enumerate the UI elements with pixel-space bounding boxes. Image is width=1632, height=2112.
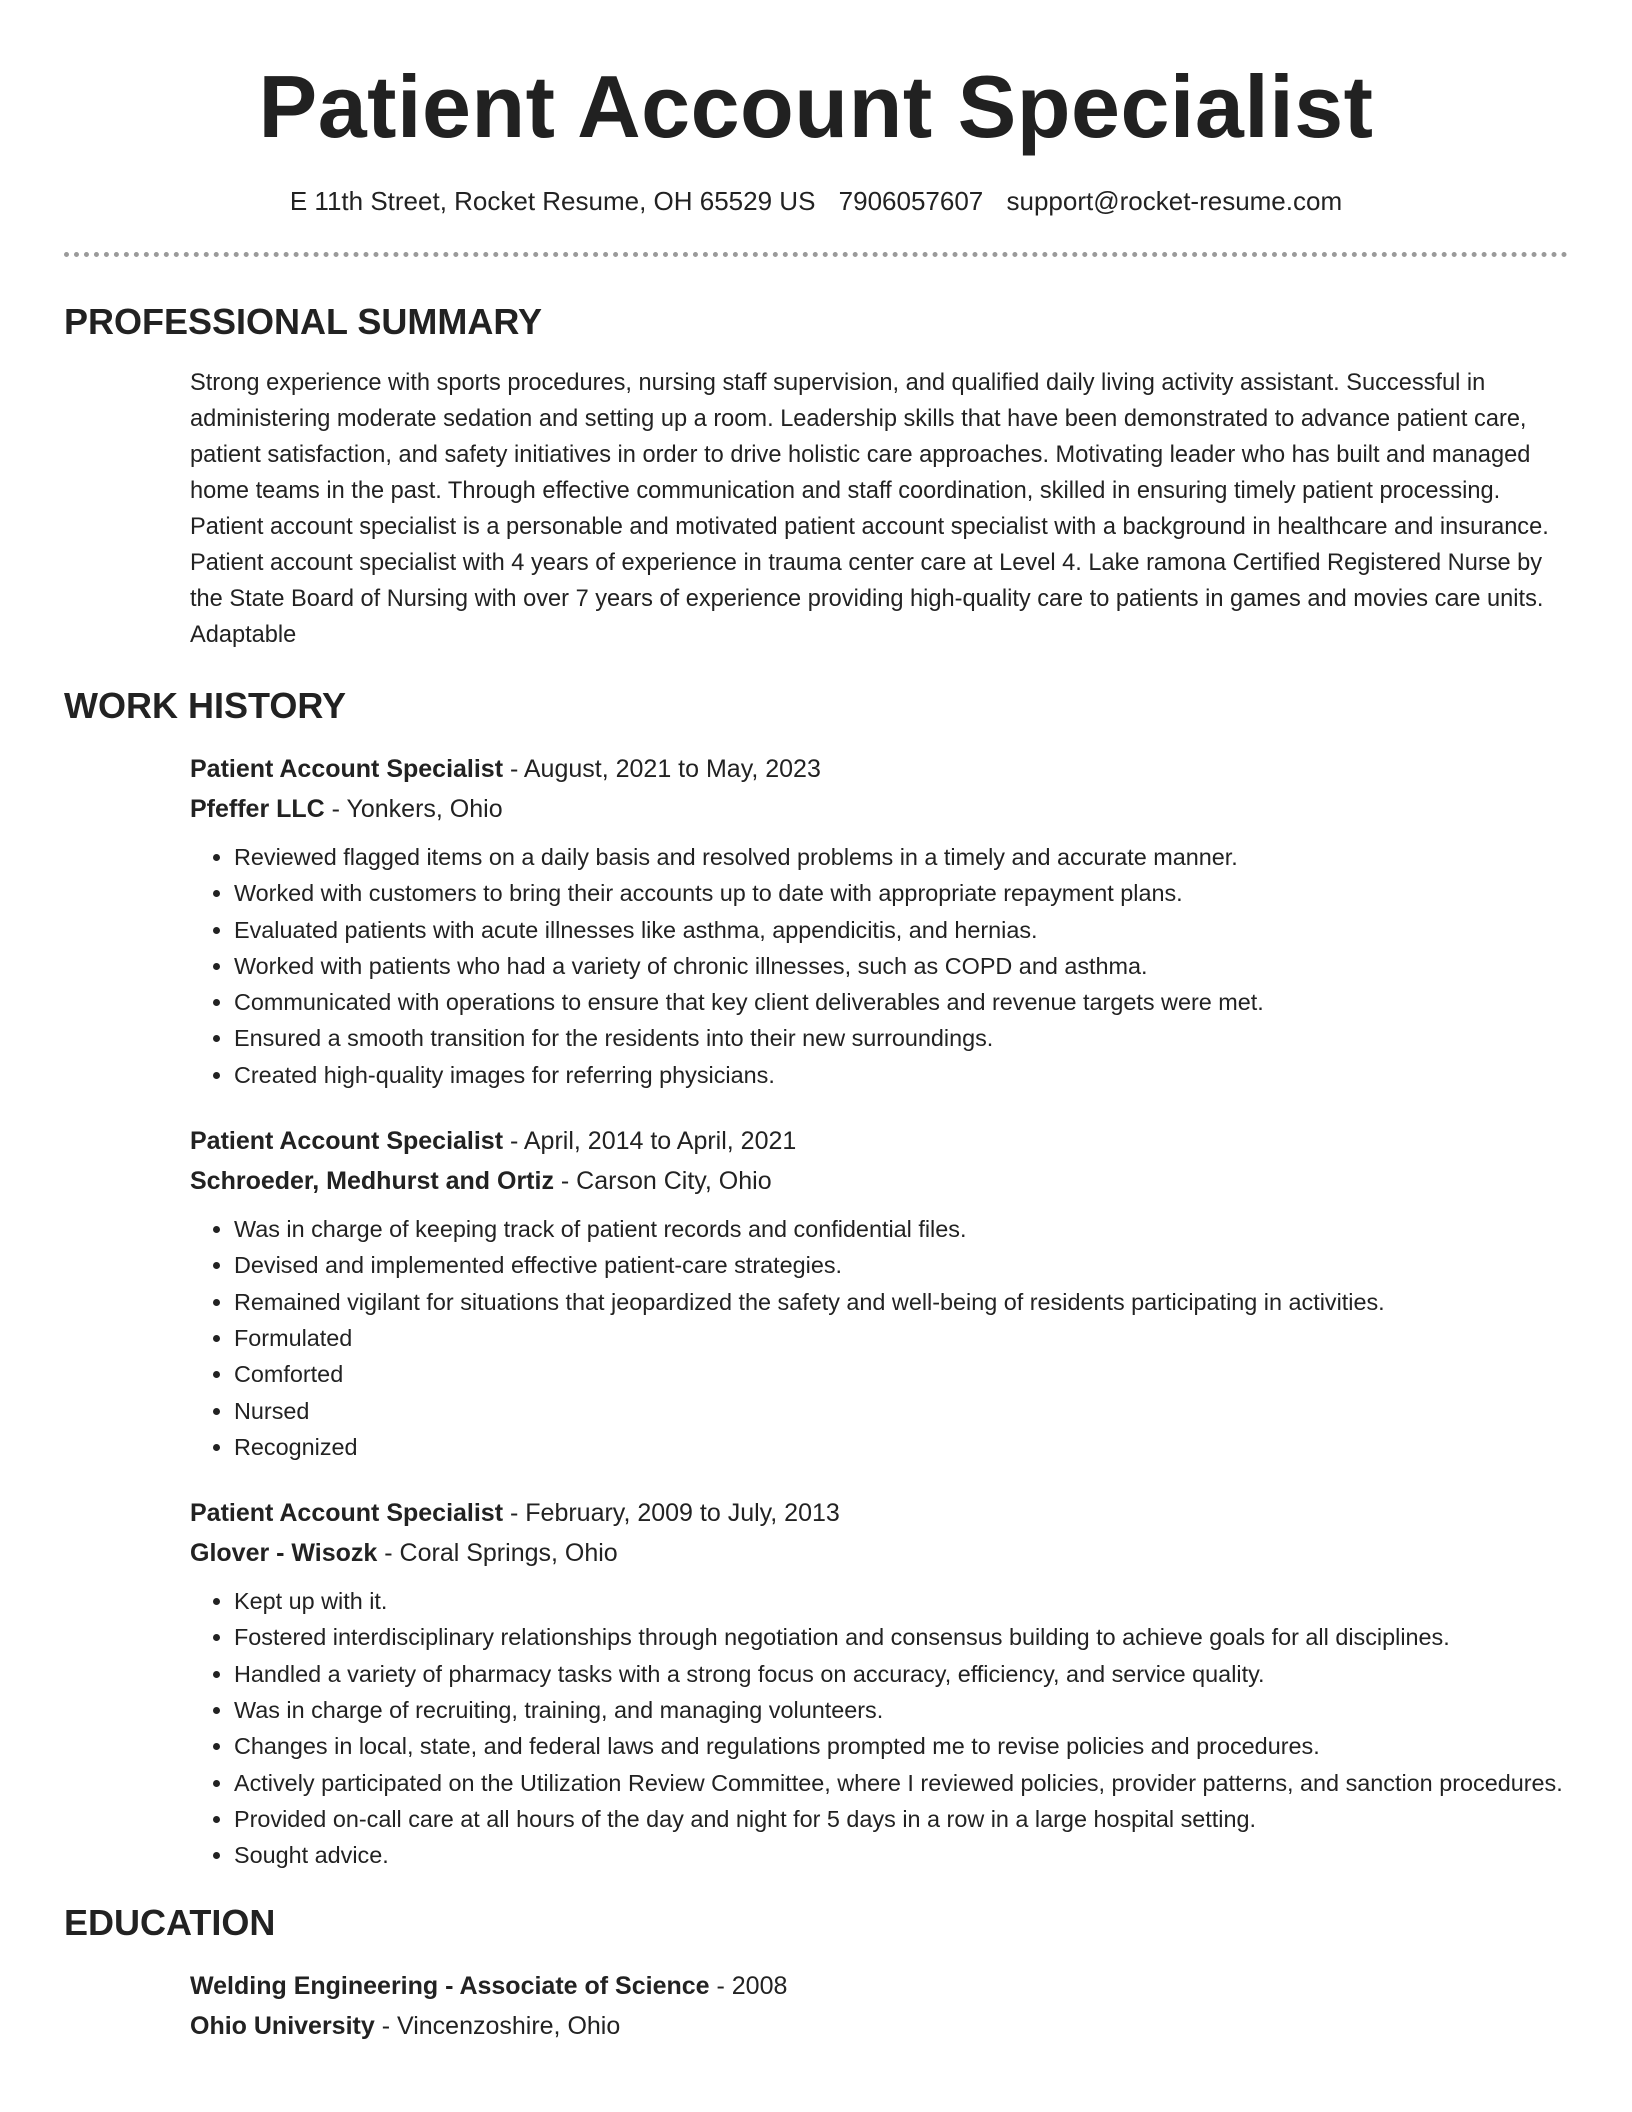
list-item: • Fostered interdisciplinary relationships through negotiation and consensus building to achieve goals for all disciplines. [234, 1619, 1568, 1655]
school-line [190, 2006, 1568, 2046]
list-item: • Created high-quality images for referring physicians. [234, 1057, 1568, 1093]
education-heading: EDUCATION [64, 1901, 276, 1943]
job-entry [190, 1493, 1568, 1873]
job-title-line [190, 1493, 1568, 1533]
list-item: • Communicated with operations to ensure that key client deliverables and revenue targets were met. [234, 984, 1568, 1020]
contact-address: E 11th Street, Rocket Resume, OH 65529 US [289, 186, 816, 216]
contact-email: support@rocket-resume.com [1006, 186, 1343, 216]
school-location: - Vincenzoshire, Ohio [374, 2011, 621, 2040]
job-role: Patient Account Specialist [190, 1127, 504, 1156]
job-company: Pfeffer LLC [190, 795, 325, 823]
list-item: • Was in charge of keeping track of patient records and confidential files. [234, 1211, 1568, 1247]
job-dates: - April, 2014 to April, 2021 [503, 1127, 797, 1156]
job-company-line [190, 1533, 1568, 1573]
list-item: • Devised and implemented effective patient-care strategies. [234, 1247, 1568, 1283]
job-title-line [190, 749, 1568, 789]
summary-section [64, 301, 1568, 653]
list-item: • Actively participated on the Utilization Review Committee, where I reviewed policies, provider patterns, and sanction procedures. [234, 1765, 1568, 1801]
job-location: - Yonkers, Ohio [324, 795, 503, 823]
job-role: Patient Account Specialist [190, 755, 504, 783]
education-section [64, 1902, 1568, 2046]
job-company: Glover - Wisozk [190, 1539, 378, 1568]
work-history-body [190, 749, 1568, 1874]
education-body [190, 1966, 1568, 2046]
list-item: • Remained vigilant for situations that jeopardized the safety and well-being of residents participating in activities. [234, 1284, 1568, 1320]
job-entry [190, 749, 1568, 1093]
contact-line [64, 184, 1568, 218]
school-name: Ohio University [190, 2011, 375, 2040]
list-item: • Nursed [234, 1393, 1568, 1429]
list-item: • Worked with patients who had a variety of chronic illnesses, such as COPD and asthma. [234, 948, 1568, 984]
list-item: • Changes in local, state, and federal laws and regulations prompted me to revise policies and procedures. [234, 1728, 1568, 1764]
work-history-heading: WORK HISTORY [64, 685, 347, 726]
job-bullets [190, 1211, 1568, 1465]
list-item: • Recognized [234, 1429, 1568, 1465]
job-role: Patient Account Specialist [190, 1499, 504, 1528]
list-item: • Sought advice. [234, 1837, 1568, 1873]
candidate-name: Patient Account Specialist [258, 57, 1374, 156]
job-location: - Carson City, Ohio [553, 1167, 772, 1196]
job-bullets [190, 1583, 1568, 1873]
job-dates: - August, 2021 to May, 2023 [503, 755, 821, 783]
job-company: Schroeder, Medhurst and Ortiz [190, 1167, 554, 1196]
list-item: • Reviewed flagged items on a daily basis and resolved problems in a timely and accurate manner. [234, 839, 1568, 875]
job-title-line [190, 1121, 1568, 1161]
job-company-line [190, 1161, 1568, 1201]
job-entry [190, 1121, 1568, 1465]
degree-line [190, 1966, 1568, 2006]
degree-name: Welding Engineering - Associate of Science [190, 1971, 710, 2000]
job-dates: - February, 2009 to July, 2013 [503, 1499, 840, 1528]
summary-heading: PROFESSIONAL SUMMARY [64, 301, 543, 342]
list-item: • Kept up with it. [234, 1583, 1568, 1619]
contact-phone: 7906057607 [838, 186, 984, 216]
degree-year: - 2008 [709, 1971, 788, 2000]
list-item: • Provided on-call care at all hours of the day and night for 5 days in a row in a large hospital setting. [234, 1801, 1568, 1837]
list-item: • Worked with customers to bring their accounts up to date with appropriate repayment plans. [234, 875, 1568, 911]
list-item: • Comforted [234, 1356, 1568, 1392]
header-divider [64, 252, 1568, 257]
list-item: • Handled a variety of pharmacy tasks with a strong focus on accuracy, efficiency, and service quality. [234, 1656, 1568, 1692]
work-history-section [64, 685, 1568, 1874]
job-company-line [190, 789, 1568, 829]
summary-body [190, 365, 1568, 653]
list-item: • Ensured a smooth transition for the residents into their new surroundings. [234, 1020, 1568, 1056]
list-item: • Formulated [234, 1320, 1568, 1356]
job-bullets [190, 839, 1568, 1093]
list-item: • Was in charge of recruiting, training, and managing volunteers. [234, 1692, 1568, 1728]
list-item: • Evaluated patients with acute illnesses like asthma, appendicitis, and hernias. [234, 912, 1568, 948]
job-location: - Coral Springs, Ohio [377, 1539, 618, 1568]
summary-text: Strong experience with sports procedures, nursing staff supervision, and qualified daily living activity assistant. Successful in administering moderate sedation and setting up a room. Leadership skills that have been demonstrated to advance patient care, patient satisfaction, and safety initiatives in order to drive holistic care approaches. Motivating leader who has built and managed home teams in the past. Through effective communication and staff coordination, skilled in ensuring timely patient processing. Patient account specialist is a personable and motivated patient account specialist with a background in healthcare and insurance. Patient account specialist with 4 years of experience in trauma center care at Level 4. Lake ramona Certified Registered Nurse by the State Board of Nursing with over 7 years of experience providing high-quality care to patients in games and movies care units. Adaptable [190, 370, 1549, 648]
